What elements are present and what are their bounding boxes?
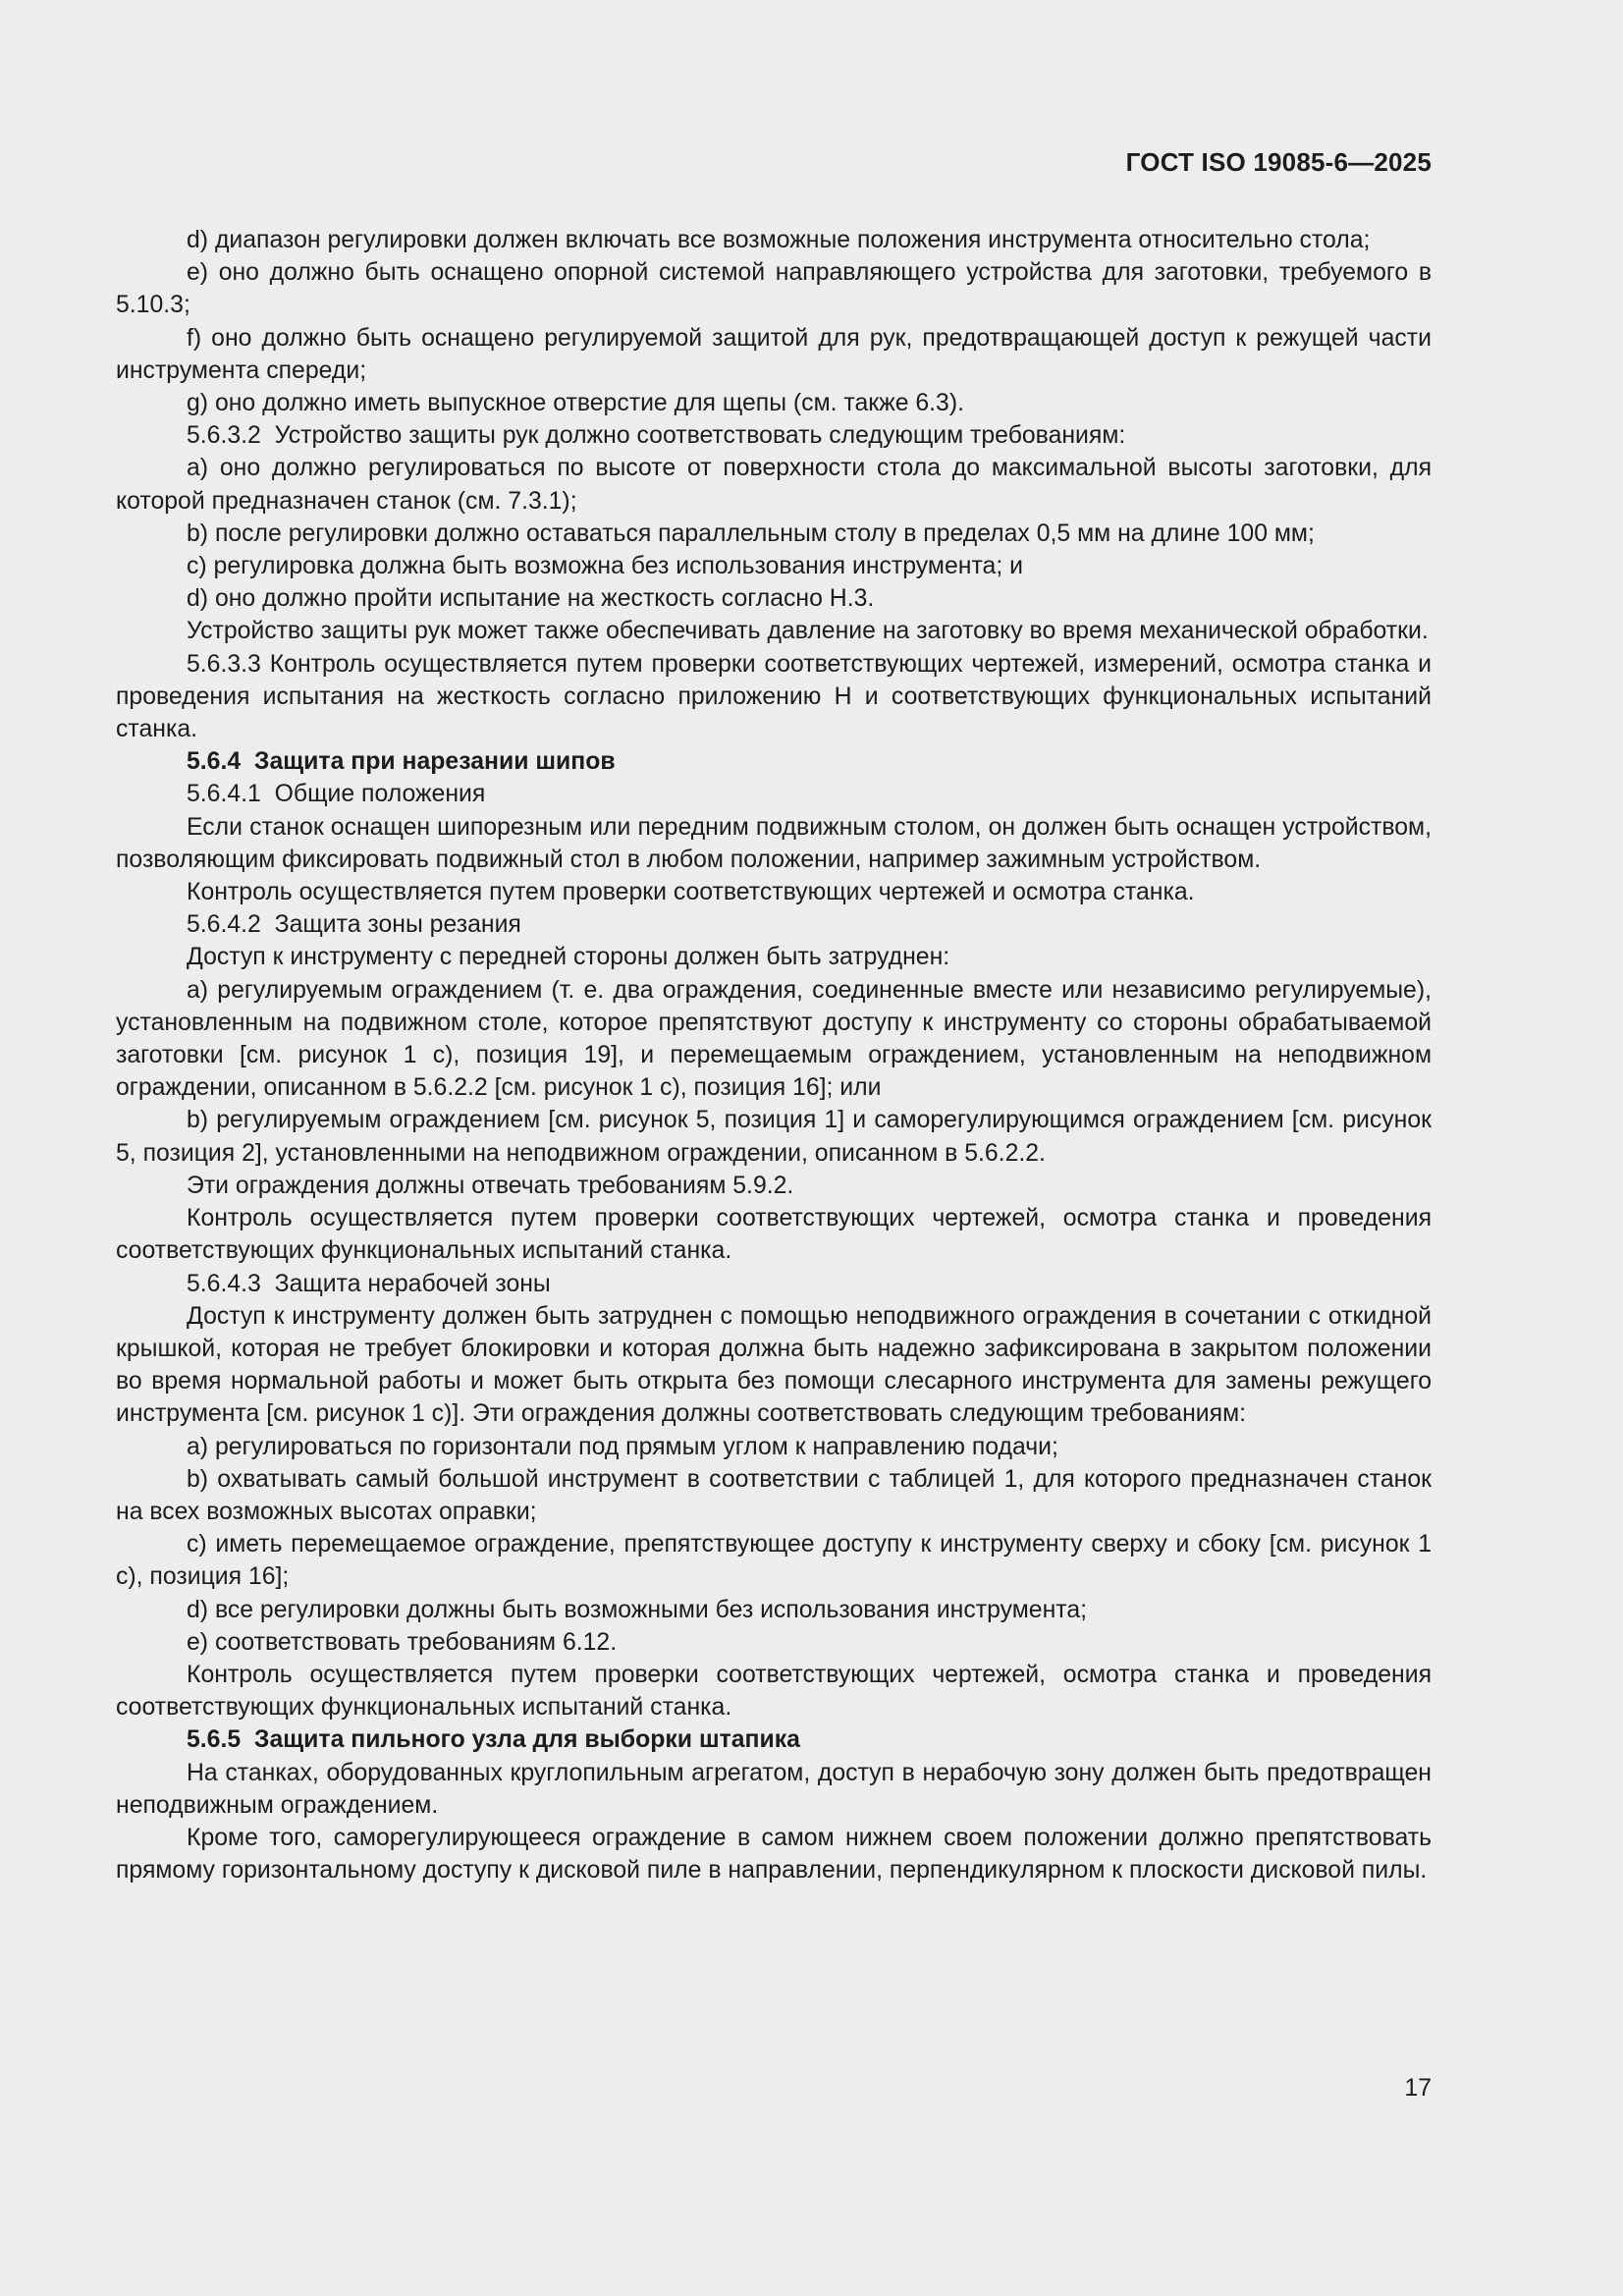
body-paragraph: a) оно должно регулироваться по высоте от поверхности стола до максимальной высоты заготовки, для которой предназначен станок (см. 7.3.1); — [116, 455, 1432, 515]
body-paragraph: 5.6.4.1 Общие положения — [187, 781, 486, 808]
body-paragraph: d) все регулировки должны быть возможными без использования инструмента; — [187, 1596, 1088, 1623]
page-number: 17 — [1404, 2075, 1432, 2102]
body-paragraph: 5.6.3.3 Контроль осуществляется путем проверки соответствующих чертежей, измерений, осмотра станка и проведения испытания на жесткость согласно приложению Н и соответствующих функциональных испытаний станка. — [116, 650, 1432, 743]
section-heading: 5.6.4 Защита при нарезании шипов — [187, 748, 616, 776]
body-paragraph: На станках, оборудованных круглопильным агрегатом, доступ в нерабочую зону должен быть предотвращен неподвижным ограждением. — [116, 1759, 1432, 1819]
body-paragraph: e) оно должно быть оснащено опорной системой направляющего устройства для заготовки, требуемого в 5.10.3; — [116, 259, 1432, 319]
body-paragraph: c) регулировка должна быть возможна без использования инструмента; и — [187, 553, 1023, 580]
body-paragraph: Доступ к инструменту должен быть затруднен с помощью неподвижного ограждения в сочетании с откидной крышкой, которая не требует блокировки и которая должна быть надежно зафиксирована в закрытом положении во время нормальной работы и может быть открыта без помощи слесарного инструмента для замены режущего инструмента [см. рисунок 1 c)]. Эти ограждения должны соответствовать следующим требованиям: — [116, 1302, 1432, 1428]
section-heading: 5.6.5 Защита пильного узла для выборки штапика — [187, 1726, 800, 1754]
document-header: ГОСТ ISO 19085-6—2025 — [1125, 147, 1432, 177]
body-paragraph: Кроме того, саморегулирующееся ограждение в самом нижнем своем положении должно препятствовать прямому горизонтальному доступу к дисковой пиле в направлении, перпендикулярном к плоскости дисковой пилы. — [116, 1824, 1432, 1885]
body-paragraph: 5.6.4.2 Защита зоны резания — [187, 911, 521, 939]
body-paragraph: d) оно должно пройти испытание на жесткость согласно Н.3. — [187, 585, 875, 613]
body-paragraph: b) после регулировки должно оставаться параллельным столу в пределах 0,5 мм на длине 100 мм; — [187, 519, 1315, 547]
body-paragraph: c) иметь перемещаемое ограждение, препятствующее доступу к инструменту сверху и сбоку [см. рисунок 1 c), позиция 16]; — [116, 1531, 1432, 1591]
body-paragraph: g) оно должно иметь выпускное отверстие для щепы (см. также 6.3). — [187, 390, 964, 417]
body-paragraph: a) регулируемым ограждением (т. е. два ограждения, соединенные вместе или независимо регулируемые), установленным на подвижном столе, которое препятствуют доступу к инструменту со стороны обрабатываемой заготовки [см. рисунок 1 c), позиция 19], и перемещаемым ограждением, установленным на неподвижном ограждении, описанном в 5.6.2.2 [см. рисунок 1 c), позиция 16]; или — [116, 976, 1432, 1102]
body-paragraph: b) регулируемым ограждением [см. рисунок 5, позиция 1] и саморегулирующимся ограждением [см. рисунок 5, позиция 2], установленными на неподвижном ограждении, описанном в 5.6.2.2. — [116, 1107, 1432, 1167]
body-paragraph: Контроль осуществляется путем проверки соответствующих чертежей, осмотра станка и проведения соответствующих функциональных испытаний станка. — [116, 1661, 1432, 1722]
body-paragraph: 5.6.4.3 Защита нерабочей зоны — [187, 1270, 551, 1297]
body-paragraph: Устройство защиты рук может также обеспечивать давление на заготовку во время механической обработки. — [187, 618, 1429, 645]
body-paragraph: b) охватывать самый большой инструмент в соответствии с таблицей 1, для которого предназначен станок на всех возможных высотах оправки; — [116, 1465, 1432, 1525]
body-paragraph: Контроль осуществляется путем проверки соответствующих чертежей и осмотра станка. — [187, 879, 1195, 906]
body-paragraph: Доступ к инструменту с передней стороны должен быть затруднен: — [187, 944, 950, 971]
body-paragraph: Эти ограждения должны отвечать требованиям 5.9.2. — [187, 1172, 794, 1199]
body-paragraph: 5.6.3.2 Устройство защиты рук должно соответствовать следующим требованиям: — [187, 422, 1126, 450]
body-paragraph: e) соответствовать требованиям 6.12. — [187, 1628, 618, 1656]
body-paragraph: d) диапазон регулировки должен включать все возможные положения инструмента относительно стола; — [187, 227, 1371, 253]
body-paragraph: f) оно должно быть оснащено регулируемой защитой для рук, предотвращающей доступ к режущей части инструмента спереди; — [116, 324, 1432, 384]
body-paragraph: Если станок оснащен шипорезным или передним подвижным столом, он должен быть оснащен устройством, позволяющим фиксировать подвижный стол в любом положении, например зажимным устройством. — [116, 813, 1432, 873]
body-paragraph: a) регулироваться по горизонтали под прямым углом к направлению подачи; — [187, 1433, 1058, 1460]
body-paragraph: Контроль осуществляется путем проверки соответствующих чертежей, осмотра станка и проведения соответствующих функциональных испытаний станка. — [116, 1205, 1432, 1265]
document-body — [116, 224, 1432, 1886]
